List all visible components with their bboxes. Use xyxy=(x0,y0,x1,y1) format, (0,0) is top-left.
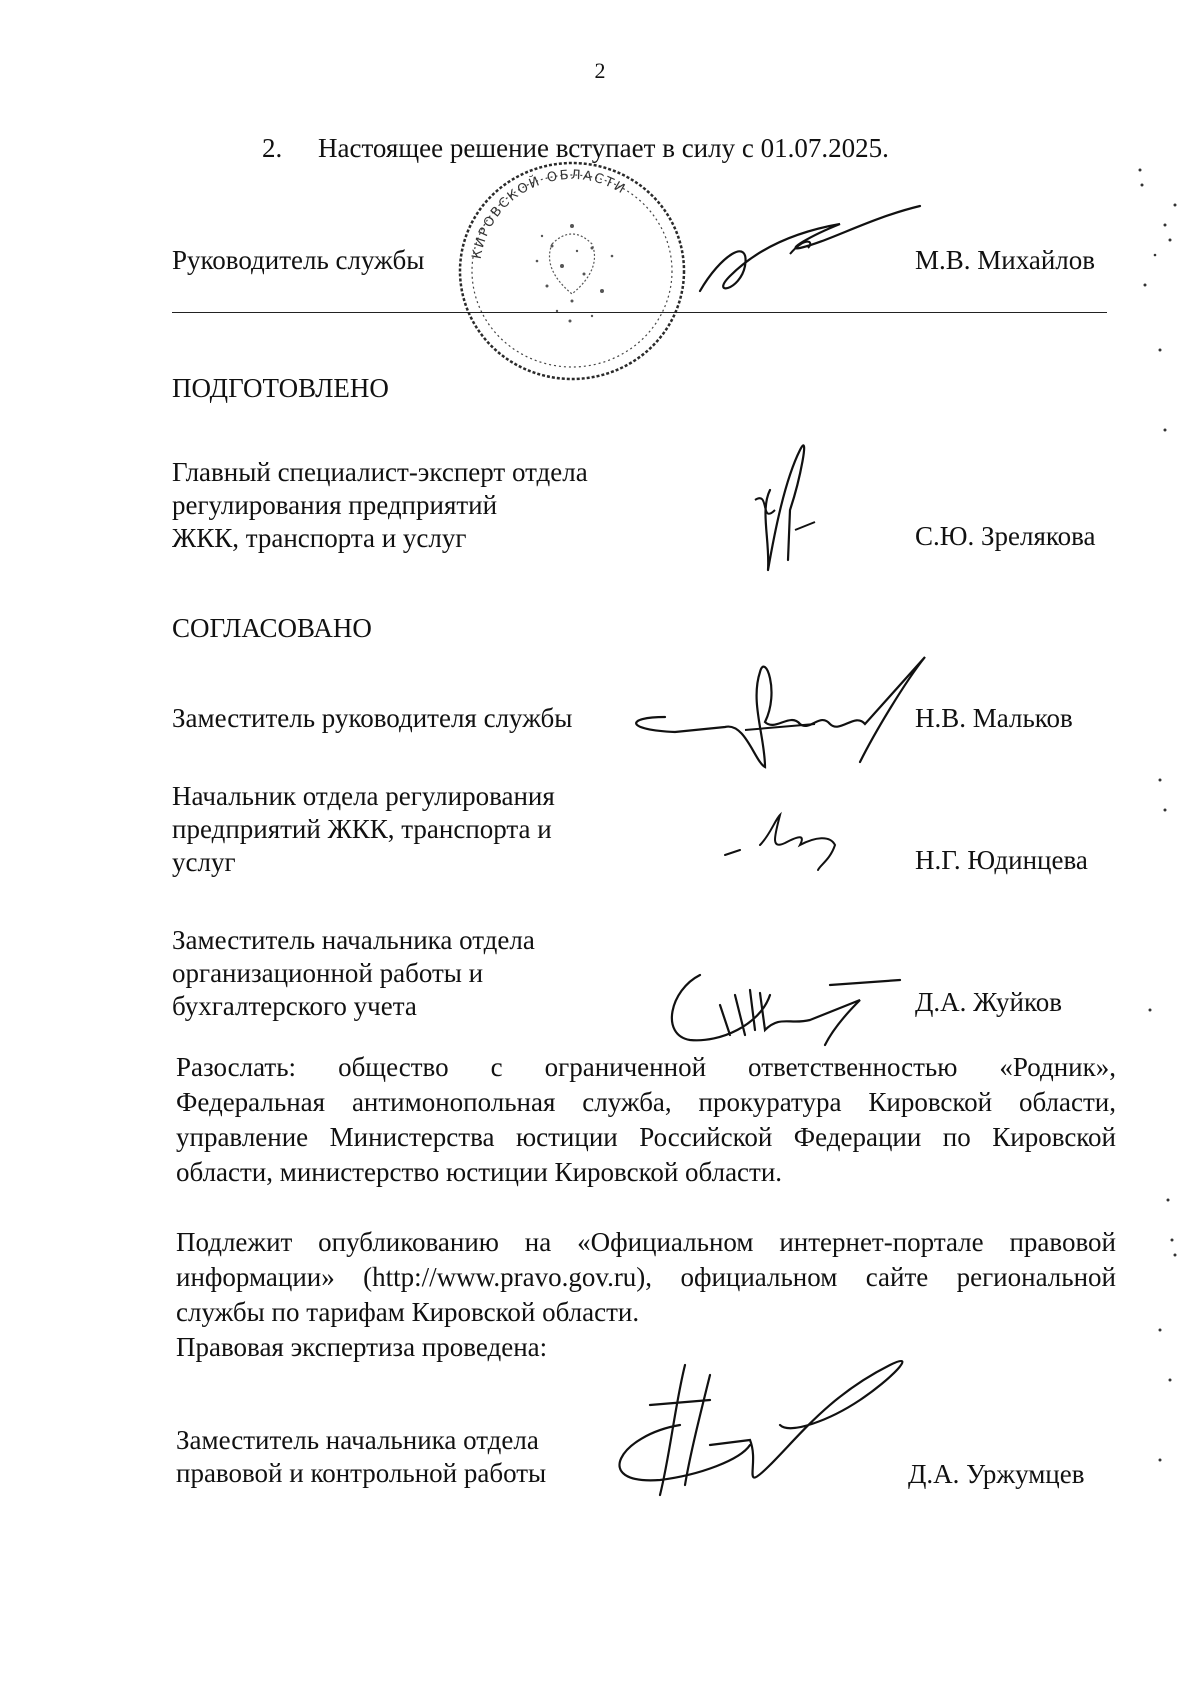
approved-position-line: Начальник отдела регулирования xyxy=(172,781,555,811)
approved-name: Д.А. Жуйков xyxy=(915,987,1062,1017)
distribution-line: области, министерство юстиции Кировской области. xyxy=(176,1157,783,1187)
signature-legal xyxy=(590,1345,920,1505)
separator-line xyxy=(172,312,1107,313)
page-number: 2 xyxy=(594,58,606,83)
approved-position xyxy=(172,780,555,879)
approved-name: Н.Г. Юдинцева xyxy=(915,845,1088,875)
distribution-line: Разослать: общество с ограниченной ответственностью «Родник», xyxy=(176,1052,1116,1082)
scan-specks xyxy=(1120,160,1180,1560)
approved-heading: СОГЛАСОВАНО xyxy=(172,613,372,643)
distribution-line: управление Министерства юстиции Российской Федерации по Кировской xyxy=(176,1122,1116,1152)
legal-expertise-note: Правовая экспертиза проведена: xyxy=(176,1332,548,1362)
approved-position-line: бухгалтерского учета xyxy=(172,991,417,1021)
approved-position-line: предприятий ЖКК, транспорта и xyxy=(172,814,552,844)
approved-position xyxy=(172,924,535,1023)
seal-text: КИРОВСКОЙ ОБЛАСТИ xyxy=(469,167,629,261)
prepared-name: С.Ю. Зрелякова xyxy=(915,521,1096,551)
approved-position-line: организационной работы и xyxy=(172,958,484,988)
legal-position-line: правовой и контрольной работы xyxy=(176,1458,547,1488)
prepared-position-line: ЖКК, транспорта и услуг xyxy=(172,523,467,553)
legal-position-line: Заместитель начальника отдела xyxy=(176,1425,539,1455)
prepared-heading: ПОДГОТОВЛЕНО xyxy=(172,373,389,403)
publication-line: Подлежит опубликованию на «Официальном интернет-портале правовой xyxy=(176,1227,1116,1257)
distribution-line: Федеральная антимонопольная служба, прокуратура Кировской области, xyxy=(176,1087,1116,1117)
signature-approver-1 xyxy=(615,652,935,772)
clause-text: Настоящее решение вступает в силу с 01.07.2025. xyxy=(318,133,889,163)
distribution-list xyxy=(176,1050,1116,1190)
approved-position-line: услуг xyxy=(172,847,236,877)
prepared-position xyxy=(172,456,588,555)
head-position: Руководитель службы xyxy=(172,245,425,275)
approved-name: Н.В. Мальков xyxy=(915,703,1073,733)
approved-position-line: Заместитель начальника отдела xyxy=(172,925,535,955)
signature-head xyxy=(690,196,930,306)
prepared-position-line: Главный специалист-эксперт отдела xyxy=(172,457,588,487)
clause-number: 2. xyxy=(262,133,283,163)
signature-approver-2 xyxy=(720,805,850,875)
prepared-position-line: регулирования предприятий xyxy=(172,490,498,520)
publication-note xyxy=(176,1225,1116,1365)
publication-line: информации» (http://www.pravo.gov.ru), официальном сайте региональной xyxy=(176,1262,1116,1292)
signature-prepared xyxy=(740,430,830,580)
publication-line: службы по тарифам Кировской области. xyxy=(176,1297,640,1327)
svg-text:КИРОВСКОЙ ОБЛАСТИ xyxy=(470,168,629,260)
signature-approver-3 xyxy=(660,965,910,1050)
legal-position xyxy=(176,1424,546,1490)
official-seal-stamp xyxy=(452,156,692,386)
head-name: М.В. Михайлов xyxy=(915,245,1096,275)
approved-position: Заместитель руководителя службы xyxy=(172,703,573,733)
legal-name: Д.А. Уржумцев xyxy=(908,1459,1085,1489)
